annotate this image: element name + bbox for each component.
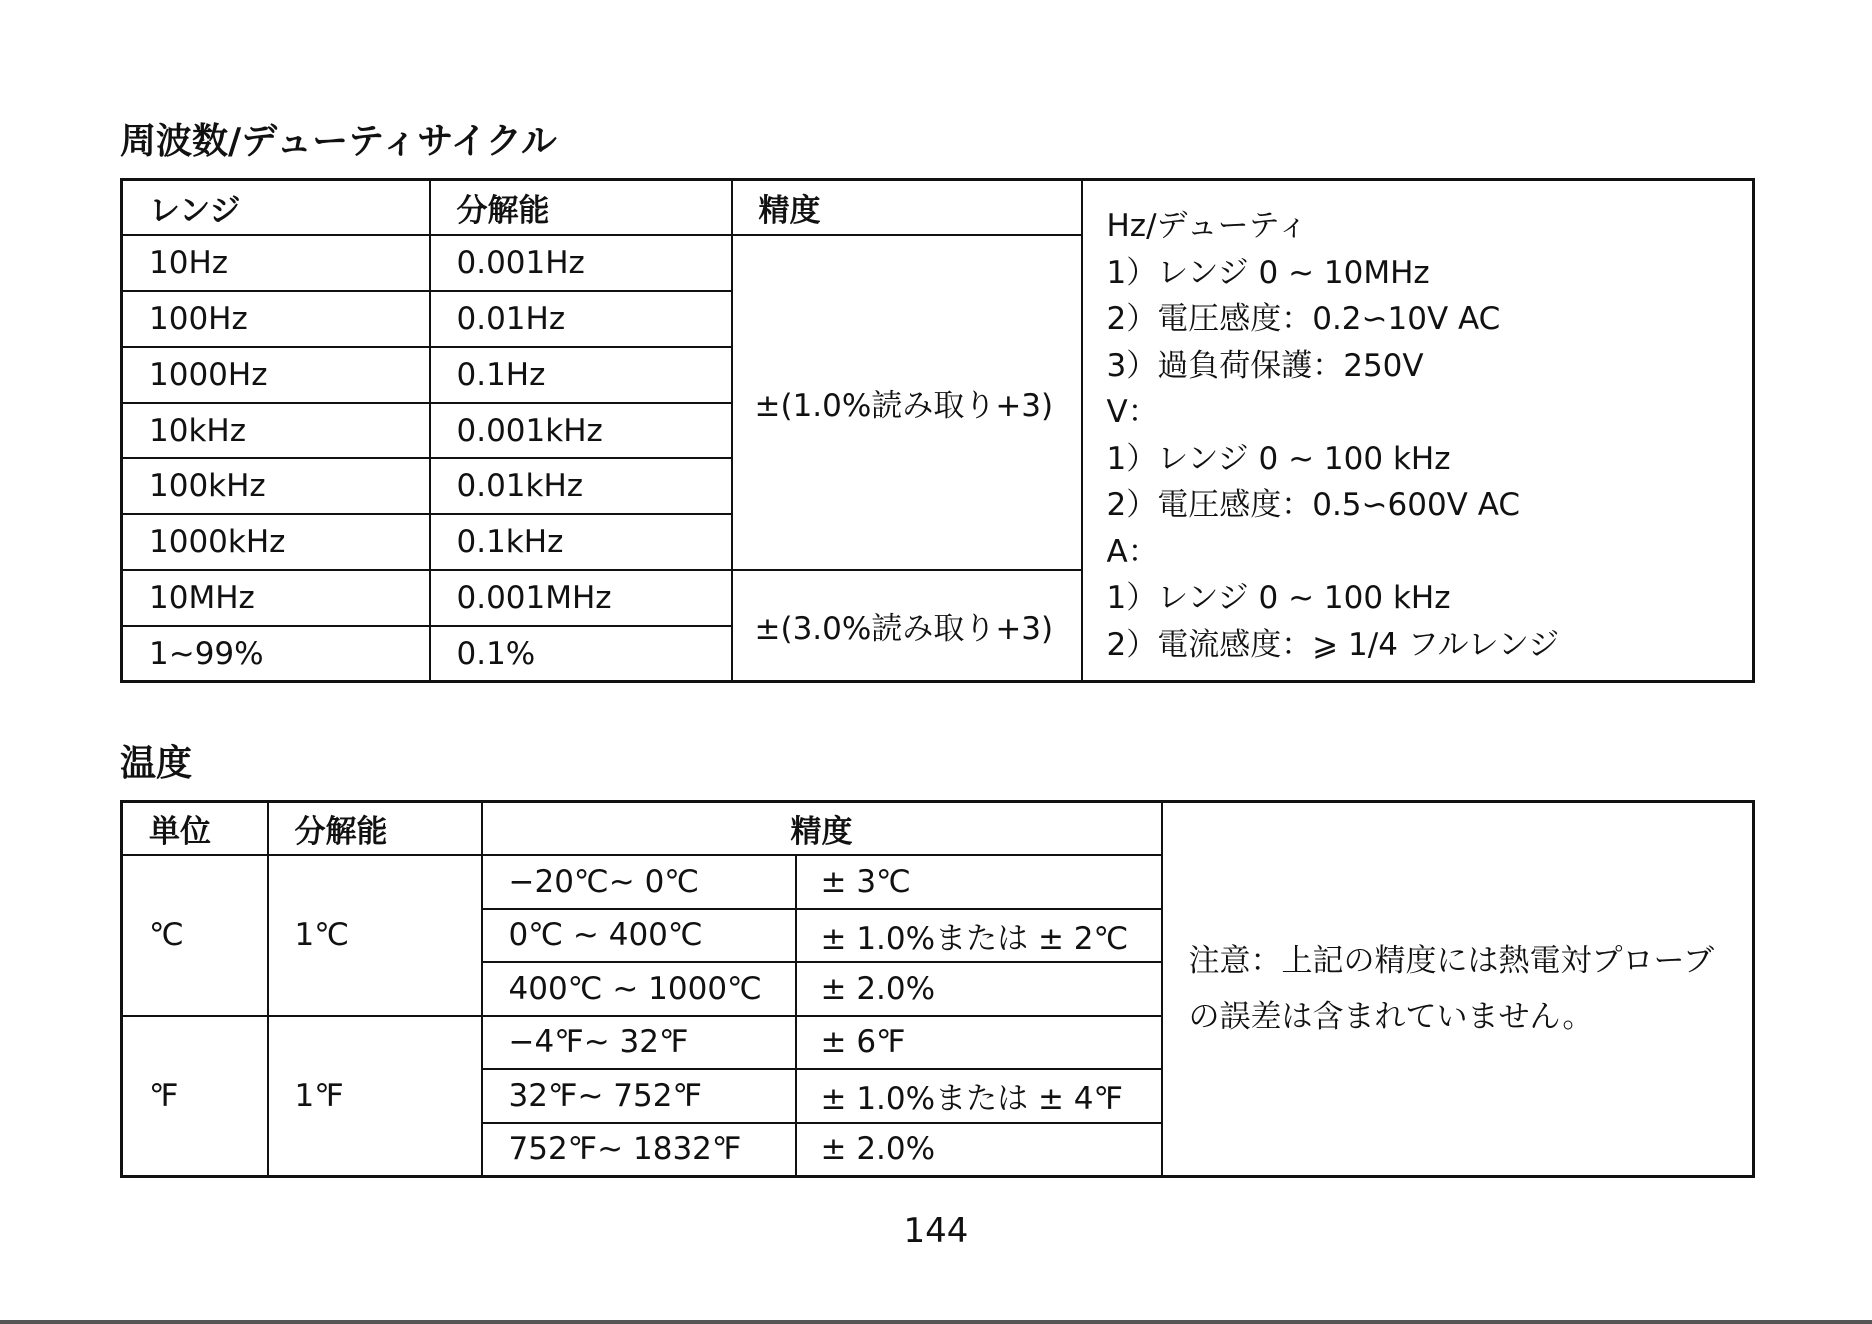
note-line: A：: [1106, 533, 1159, 570]
tolerance-cell: ± 2.0%: [796, 962, 1162, 1016]
range-cell: 10kHz: [122, 403, 430, 459]
resolution-cell: 0.1kHz: [430, 514, 732, 570]
frequency-section-title: 周波数/デューティサイクル: [120, 121, 557, 162]
note-line: の誤差は含まれていません。: [1188, 998, 1594, 1035]
note-line: 1）レンジ 0 ~ 100 kHz: [1106, 440, 1451, 477]
range-cell: 1000kHz: [122, 514, 430, 570]
note-line: 2）電流感度：⩾ 1/4 フルレンジ: [1106, 626, 1560, 663]
column-header-accuracy: 精度: [482, 802, 1162, 856]
column-header-resolution: 分解能: [430, 180, 732, 236]
accuracy-cell: ±(3.0%読み取り+3): [732, 570, 1082, 682]
note-line: 1）レンジ 0 ~ 10MHz: [1106, 254, 1430, 291]
range-cell: 400℃ ~ 1000℃: [482, 962, 796, 1016]
note-line: 注意：上記の精度には熱電対プローブ: [1188, 942, 1714, 979]
range-cell: 10Hz: [122, 235, 430, 291]
resolution-cell: 0.01Hz: [430, 291, 732, 347]
temperature-section-title: 温度: [120, 743, 193, 784]
accuracy-cell: ±(1.0%読み取り+3): [732, 235, 1082, 570]
resolution-cell: 1℉: [268, 1016, 482, 1177]
range-cell: 1~99%: [122, 626, 430, 682]
resolution-cell: 0.001kHz: [430, 403, 732, 459]
resolution-cell: 0.01kHz: [430, 458, 732, 514]
note-line: 1）レンジ 0 ~ 100 kHz: [1106, 580, 1451, 616]
tolerance-cell: ± 3℃: [796, 855, 1162, 909]
note-line: Hz/デューティ: [1106, 208, 1309, 244]
frequency-notes: [1082, 180, 1754, 682]
frequency-spec-table: [120, 178, 1755, 683]
page-number: 144: [903, 1211, 969, 1251]
resolution-cell: 0.1%: [430, 626, 732, 682]
range-cell: −4℉~ 32℉: [482, 1016, 796, 1070]
note-line: V：: [1106, 394, 1159, 430]
resolution-cell: 0.1Hz: [430, 347, 732, 403]
tolerance-cell: ± 1.0%または ± 4℉: [796, 1069, 1162, 1123]
range-cell: 0℃ ~ 400℃: [482, 909, 796, 963]
note-line: 2）電圧感度：0.2∽10V AC: [1106, 301, 1501, 337]
unit-cell: ℉: [122, 1016, 268, 1177]
range-cell: 10MHz: [122, 570, 430, 626]
range-cell: 100kHz: [122, 458, 430, 514]
range-cell: 752℉~ 1832℉: [482, 1123, 796, 1177]
table-header-row: [122, 180, 1754, 236]
tolerance-cell: ± 6℉: [796, 1016, 1162, 1070]
resolution-cell: 0.001Hz: [430, 235, 732, 291]
resolution-cell: 0.001MHz: [430, 570, 732, 626]
range-cell: 100Hz: [122, 291, 430, 347]
tolerance-cell: ± 1.0%または ± 2℃: [796, 909, 1162, 963]
column-header-resolution: 分解能: [268, 802, 482, 856]
range-cell: −20℃~ 0℃: [482, 855, 796, 909]
column-header-unit: 単位: [122, 802, 268, 856]
table-header-row: [122, 802, 1754, 856]
tolerance-cell: ± 2.0%: [796, 1123, 1162, 1177]
unit-cell: ℃: [122, 855, 268, 1016]
resolution-cell: 1℃: [268, 855, 482, 1016]
bottom-rule: [0, 1320, 1872, 1324]
temperature-spec-table: [120, 800, 1755, 1178]
range-cell: 32℉~ 752℉: [482, 1069, 796, 1123]
range-cell: 1000Hz: [122, 347, 430, 403]
column-header-range: レンジ: [122, 180, 430, 236]
note-line: 3）過負荷保護：250V: [1106, 347, 1424, 384]
note-line: 2）電圧感度：0.5∽600V AC: [1106, 487, 1521, 523]
column-header-accuracy: 精度: [732, 180, 1082, 236]
temperature-note: [1162, 802, 1754, 1177]
